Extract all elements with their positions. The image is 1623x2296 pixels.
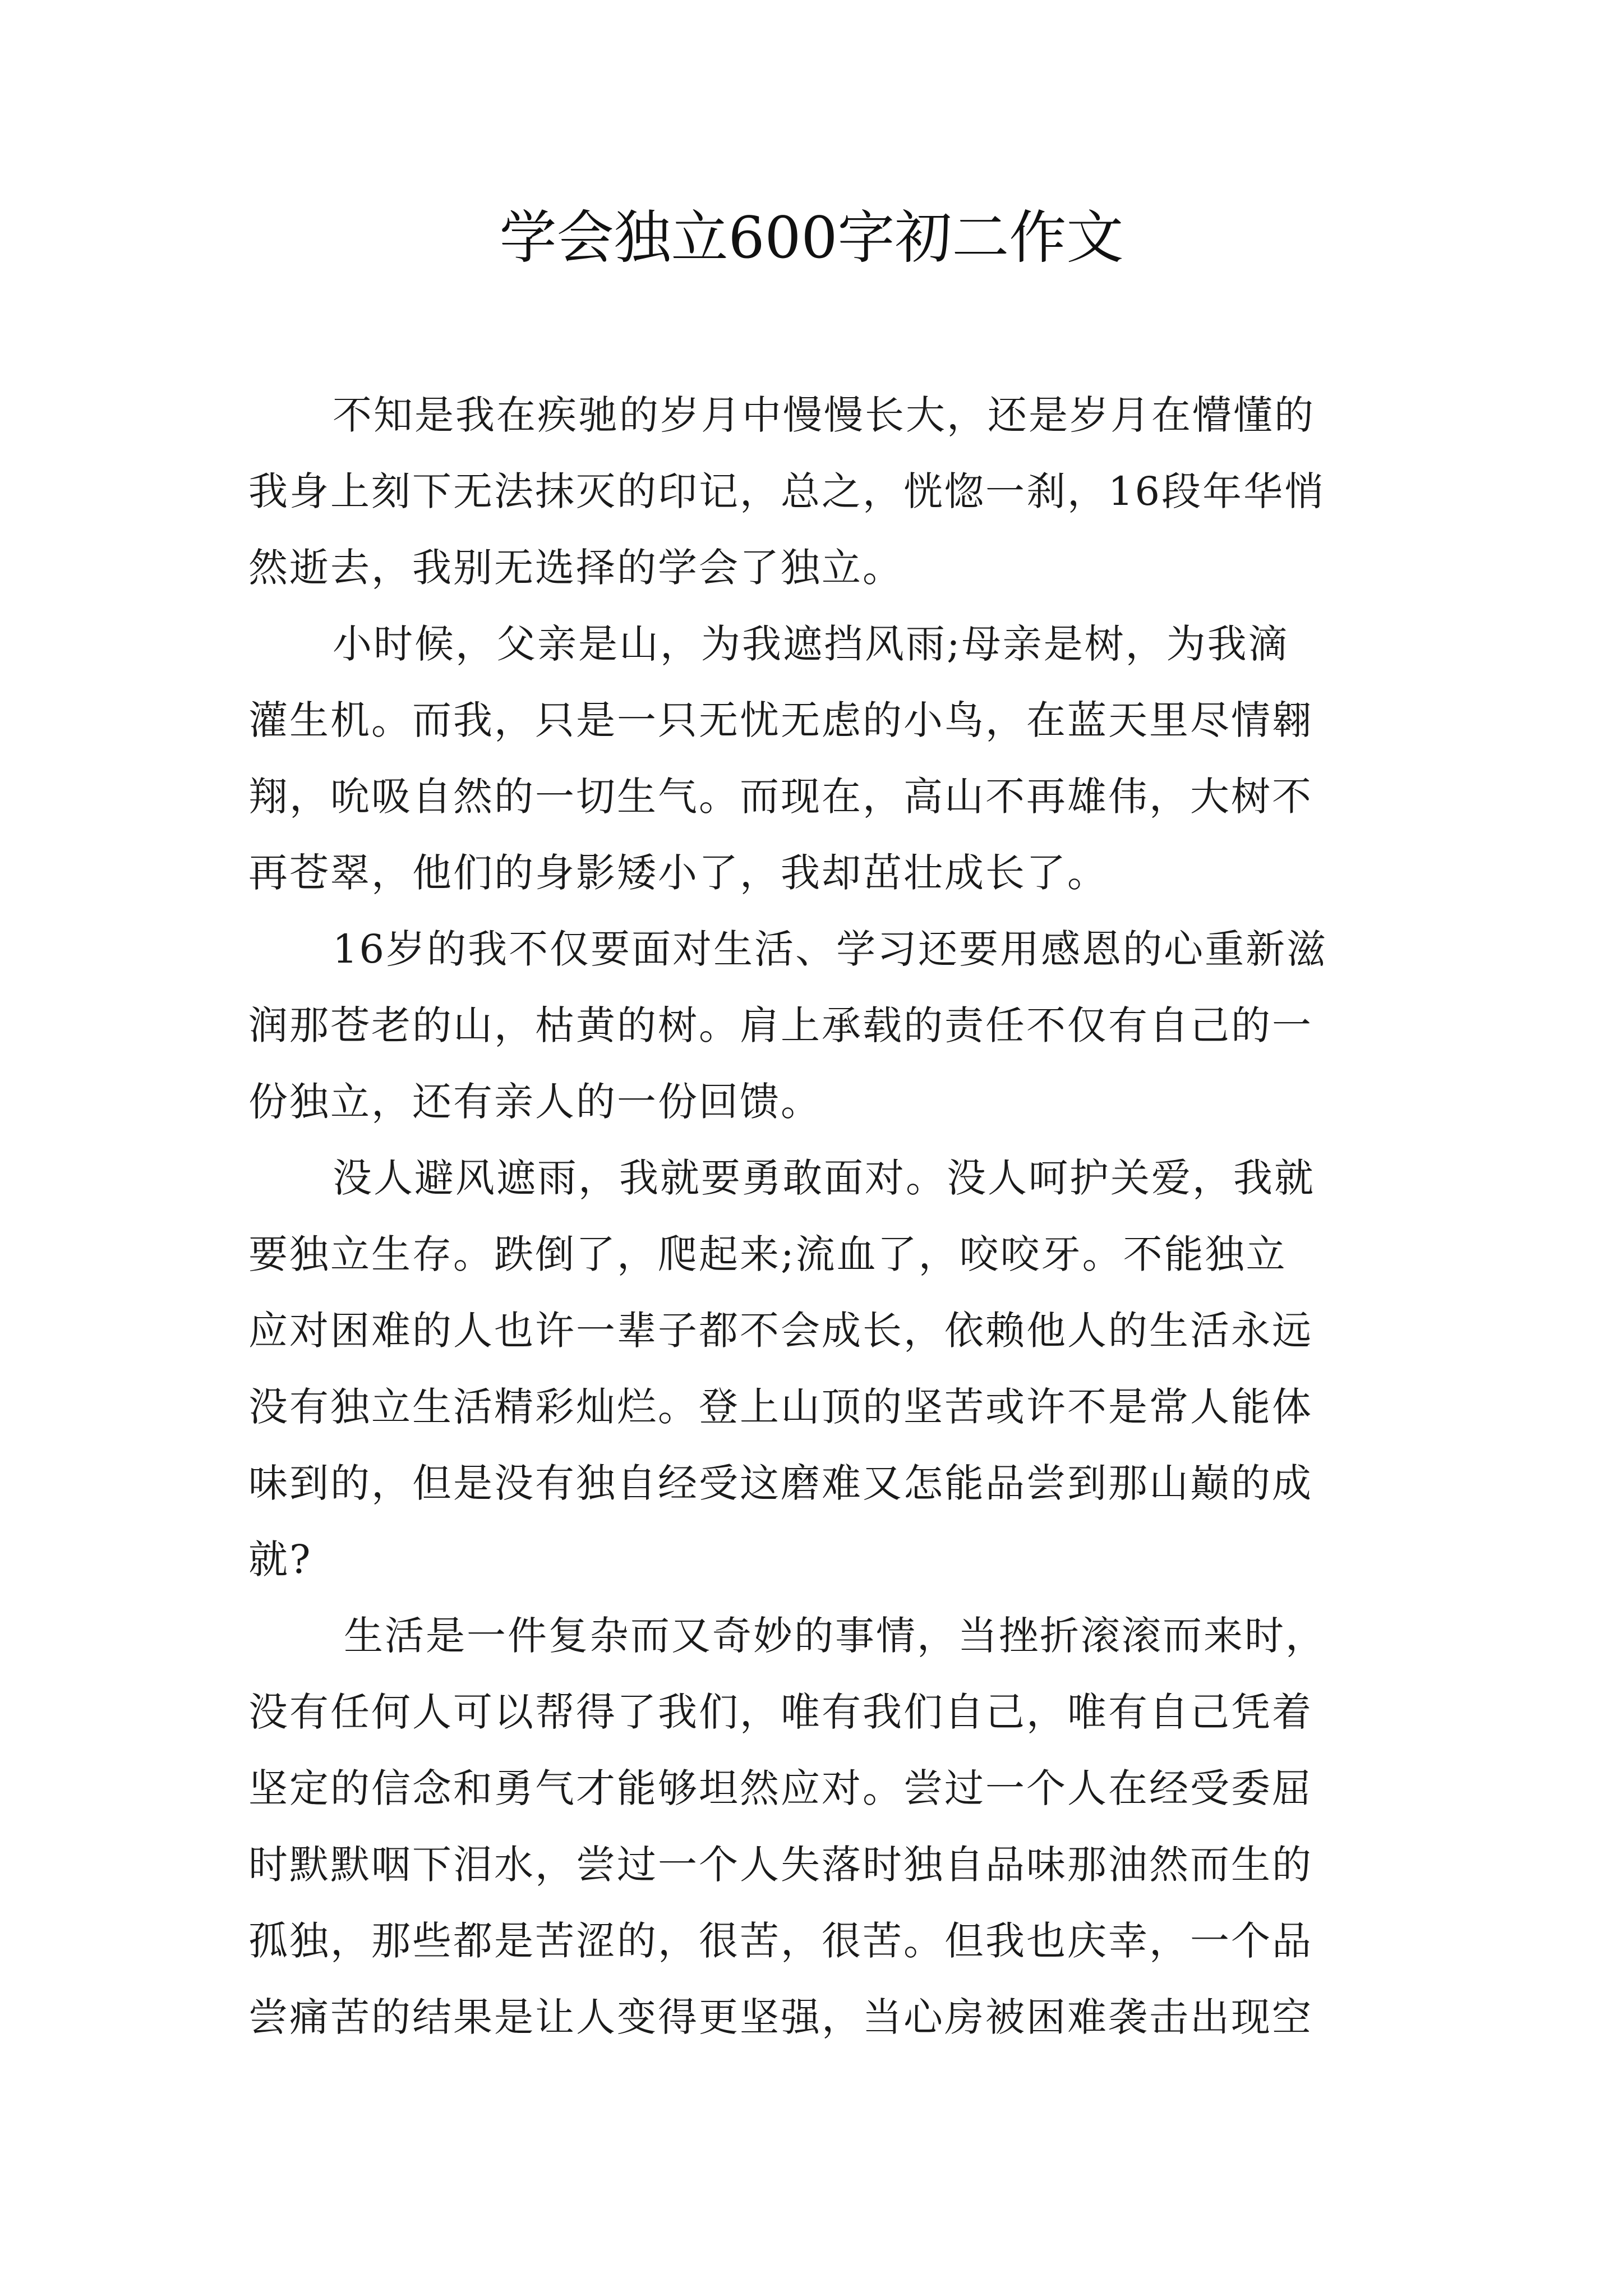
text-line: 应对困难的人也许一辈子都不会成长，依赖他人的生活永远	[248, 1308, 1313, 1354]
text-line: 没人避风遮雨，我就要勇敢面对。没人呵护关爱，我就	[333, 1155, 1315, 1201]
text-line: 份独立，还有亲人的一份回馈。	[248, 1079, 822, 1125]
text-line: 就?	[248, 1536, 312, 1582]
document-title: 学会独立600字初二作文	[499, 205, 1124, 272]
text-line: 生活是一件复杂而又奇妙的事情，当挫折滚滚而来时，	[344, 1613, 1326, 1659]
text-line: 再苍翠，他们的身影矮小了，我却茁壮成长了。	[248, 850, 1108, 896]
text-line: 味到的，但是没有独自经受这磨难又怎能品尝到那山巅的成	[248, 1460, 1313, 1506]
text-line: 要独立生存。跌倒了，爬起来;流血了，咬咬牙。不能独立	[248, 1231, 1287, 1277]
text-line: 没有独立生活精彩灿烂。登上山顶的坚苦或许不是常人能体	[248, 1384, 1313, 1430]
text-line: 我身上刻下无法抹灭的印记，总之，恍惚一刹，16段年华悄	[248, 468, 1326, 514]
text-line: 小时候，父亲是山，为我遮挡风雨;母亲是树，为我滴	[333, 621, 1289, 667]
text-line: 坚定的信念和勇气才能够坦然应对。尝过一个人在经受委屈	[248, 1765, 1313, 1811]
text-line: 翔，吮吸自然的一切生气。而现在，高山不再雄伟，大树不	[248, 774, 1313, 820]
text-line: 尝痛苦的结果是让人变得更坚强，当心房被困难袭击出现空	[248, 1994, 1313, 2040]
text-line: 孤独，那些都是苦涩的，很苦，很苦。但我也庆幸，一个品	[248, 1918, 1313, 1964]
text-line: 没有任何人可以帮得了我们，唯有我们自己，唯有自己凭着	[248, 1689, 1313, 1735]
text-line: 然逝去，我别无选择的学会了独立。	[248, 545, 903, 591]
text-line: 时默默咽下泪水，尝过一个人失落时独自品味那油然而生的	[248, 1842, 1313, 1888]
text-line: 16岁的我不仅要面对生活、学习还要用感恩的心重新滋	[333, 926, 1328, 972]
document-body	[248, 377, 1388, 2055]
text-line: 不知是我在疾驰的岁月中慢慢长大，还是岁月在懵懂的	[333, 392, 1315, 438]
text-line: 灌生机。而我，只是一只无忧无虑的小鸟，在蓝天里尽情翱	[248, 697, 1313, 743]
text-line: 润那苍老的山，枯黄的树。肩上承载的责任不仅有自己的一	[248, 1002, 1313, 1048]
